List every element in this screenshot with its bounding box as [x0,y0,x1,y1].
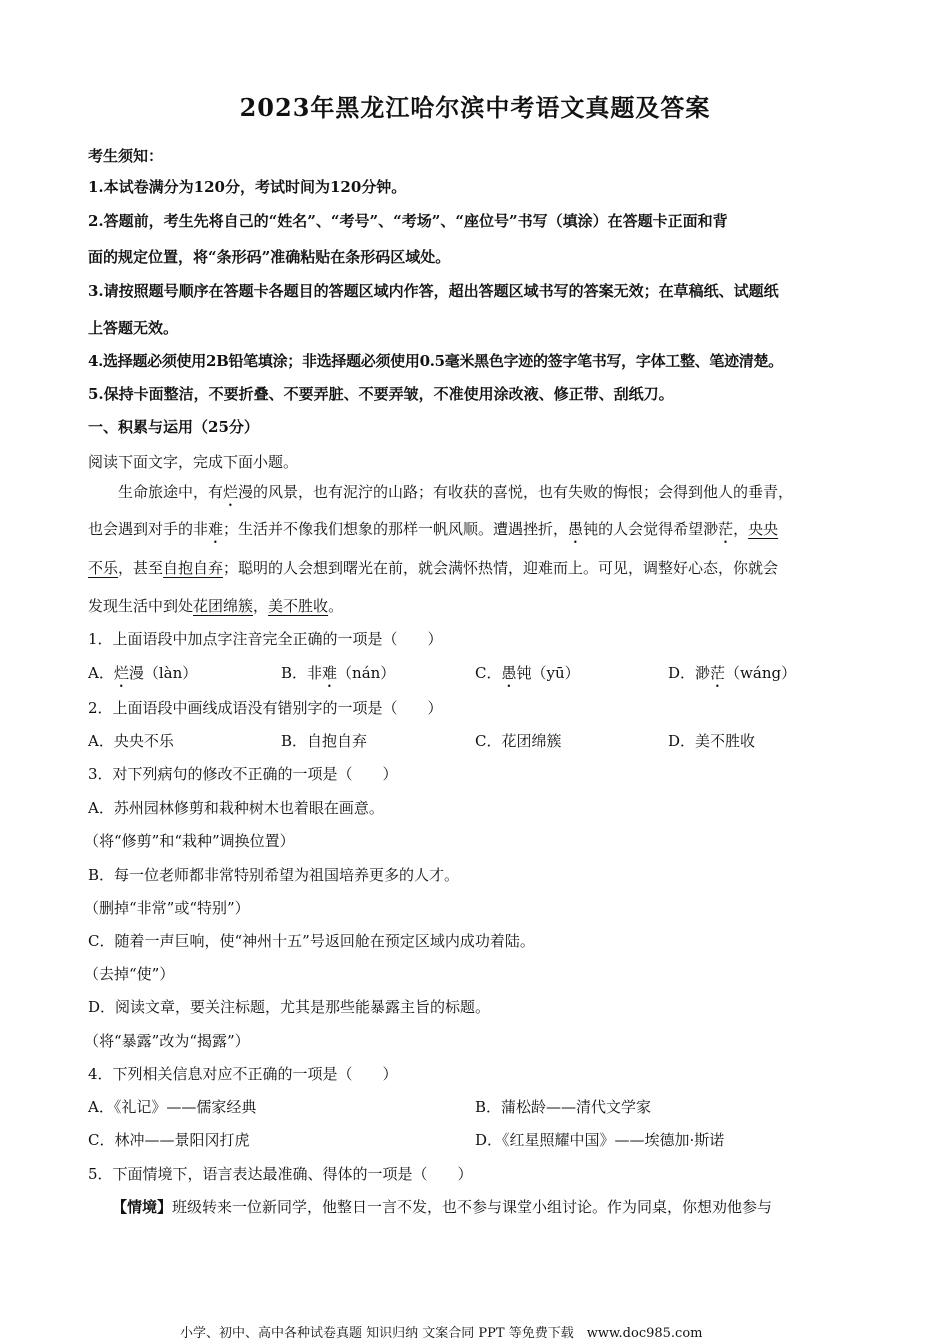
question-5-context: 【情境】班级转来一位新同学，他整日一言不发，也不参与课堂小组讨论。作为同桌，你想劝他参与 [112,1198,773,1216]
reading-instruction: 阅读下面文字，完成下面小题。 [88,453,299,471]
notice-item-3-cont: 上答题无效。 [88,319,179,337]
page-footer: 小学、初中、高中各种试卷真题 知识归纳 文案合同 PPT 等免费下载 www.doc985.com [180,1326,703,1341]
question-3-option-c-fix: （去掉“使”） [84,965,175,983]
question-3-option-b: B．每一位老师都非常特别希望为祖国培养更多的人才。 [88,866,460,884]
question-3-option-b-fix: （删掉“非常”或“特别”） [84,899,250,917]
passage-line-1: 生命旅途中，有烂漫的风景，也有泥泞的山路；有收获的喜悦，也有失败的悔恨；会得到他人的垂青， [118,483,794,501]
notice-item-3: 3.请按照题号顺序在答题卡各题目的答题区域内作答，超出答题区域书写的答案无效；在草稿纸、试题纸 [88,282,779,300]
notice-item-2-cont: 面的规定位置，将“条形码”准确粘贴在条形码区域处。 [88,248,451,266]
page-title: 2023年黑龙江哈尔滨中考语文真题及答案 [239,93,711,122]
question-3-option-a: A．苏州园林修剪和栽种树木也着眼在画意。 [88,799,384,817]
notice-item-4: 4.选择题必须使用2B铅笔填涂；非选择题必须使用0.5毫米黑色字迹的签字笔书写，字体工整、笔迹清楚。 [88,352,783,370]
passage-line-3: 不乐，甚至自抱自弃；聪明的人会想到曙光在前，就会满怀热情，迎难而上。可见，调整好心态，你就会 [88,559,779,577]
question-3-option-d-fix: （将“暴露”改为“揭露”） [84,1032,250,1050]
notice-item-2: 2.答题前，考生先将自己的“姓名”、“考号”、“考场”、“座位号”书写（填涂）在答题卡正面和背 [88,212,728,230]
question-1-option-c: C．愚钝（yū） [475,664,580,682]
question-2-option-c: C．花团绵簇 [475,732,562,750]
question-4-stem: 4．下列相关信息对应不正确的一项是（ ） [88,1065,398,1083]
question-4-option-b: B．蒲松龄——清代文学家 [475,1098,652,1116]
question-3-stem: 3．对下列病句的修改不正确的一项是（ ） [88,765,398,783]
passage-line-2: 也会遇到对手的非难；生活并不像我们想象的那样一帆风顺。遭遇挫折，愚钝的人会觉得希望渺茫，央央 [88,520,779,538]
question-2-stem: 2．上面语段中画线成语没有错别字的一项是（ ） [88,699,443,717]
question-5-stem: 5．下面情境下，语言表达最准确、得体的一项是（ ） [88,1165,473,1183]
question-4-option-c: C．林冲——景阳冈打虎 [88,1131,250,1149]
question-1-stem: 1．上面语段中加点字注音完全正确的一项是（ ） [88,630,443,648]
passage-line-4: 发现生活中到处花团绵簇，美不胜收。 [88,597,344,615]
question-2-option-b: B．自抱自弃 [281,732,368,750]
question-3-option-a-fix: （将“修剪”和“栽种”调换位置） [84,832,295,850]
question-3-option-d: D．阅读文章，要关注标题，尤其是那些能暴露主旨的标题。 [88,998,491,1016]
question-1-option-a: A．烂漫（làn） [88,664,198,682]
question-1-option-b: B．非难（nán） [281,664,396,682]
question-4-option-d: D．《红星照耀中国》——埃德加·斯诺 [475,1131,725,1149]
question-4-option-a: A．《礼记》——儒家经典 [88,1098,257,1116]
notice-item-5: 5.保持卡面整洁，不要折叠、不要弄脏、不要弄皱，不准使用涂改液、修正带、刮纸刀。 [88,385,674,403]
question-2-option-d: D．美不胜收 [668,732,756,750]
notice-heading: 考生须知： [88,147,164,165]
notice-item-1: 1.本试卷满分为120分，考试时间为120分钟。 [88,178,407,196]
question-3-option-c: C．随着一声巨响，使“神州十五”号返回舱在预定区域内成功着陆。 [88,932,535,950]
question-1-option-d: D．渺茫（wáng） [668,664,797,682]
question-2-option-a: A．央央不乐 [88,732,174,750]
section-heading: 一、积累与运用（25分） [88,418,259,436]
